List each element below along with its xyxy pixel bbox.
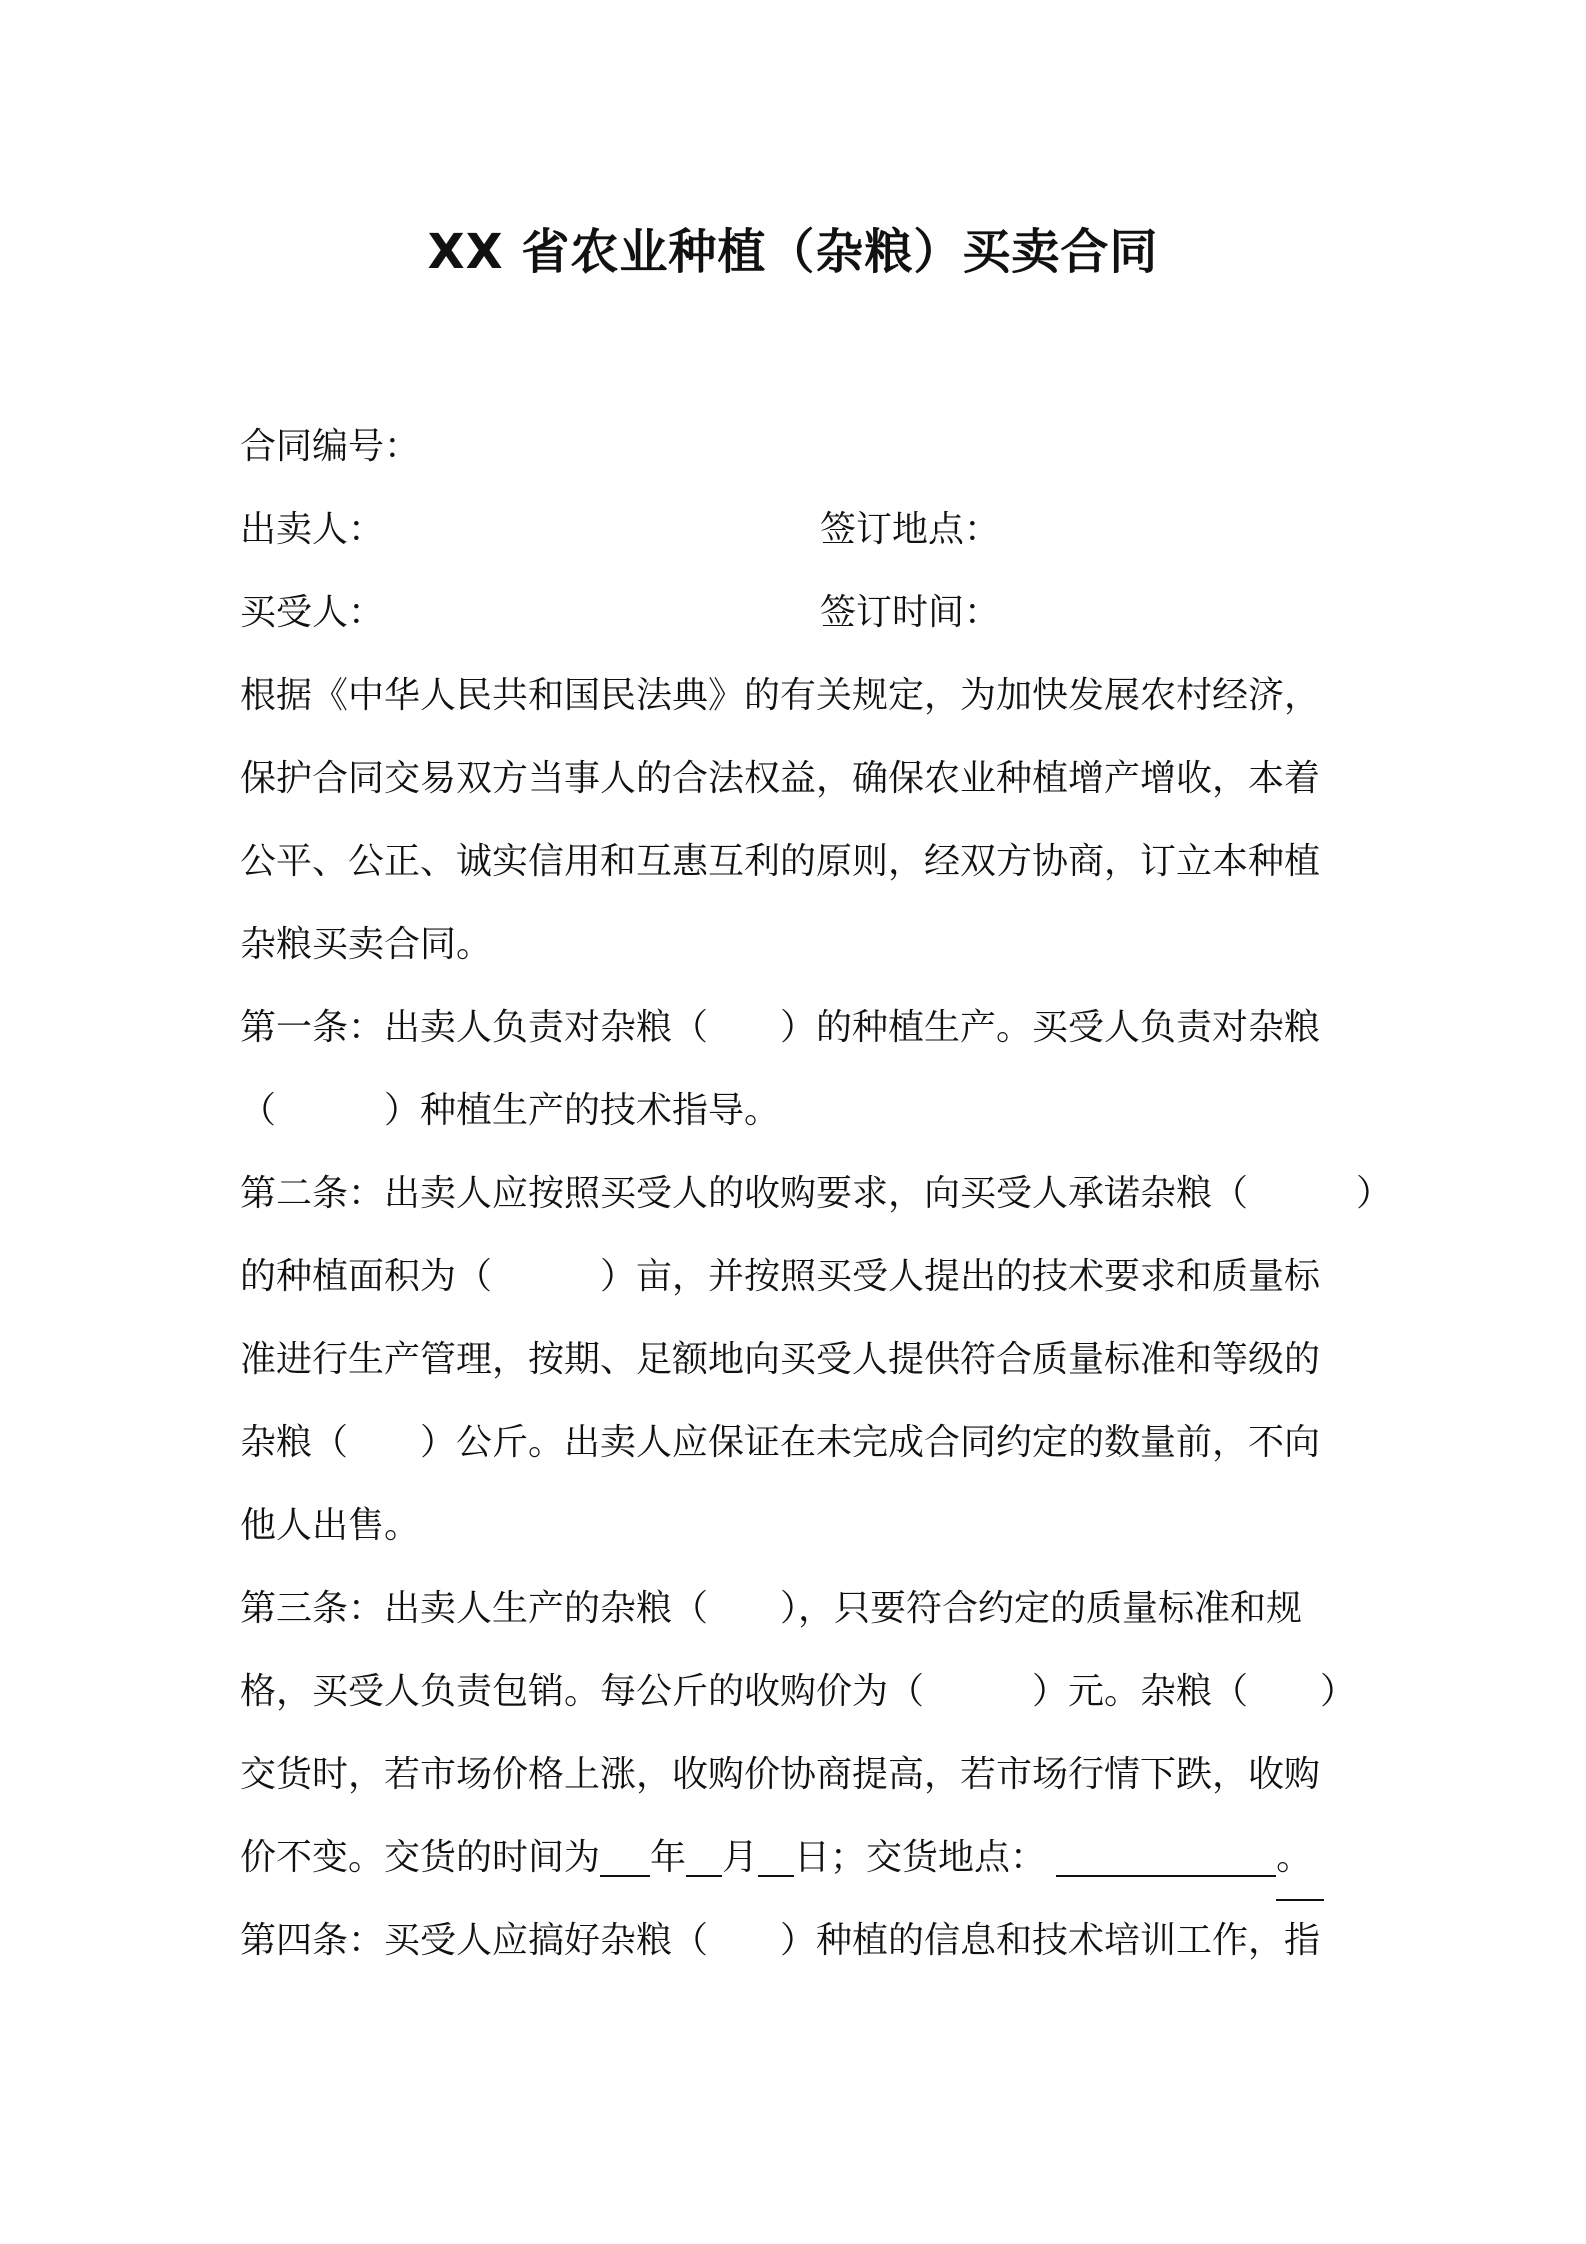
delivery-line bbox=[240, 1816, 1370, 1899]
day-label: 日；交货地点： bbox=[794, 1837, 1047, 1878]
year-blank bbox=[600, 1835, 650, 1877]
seller-field: 出卖人： bbox=[240, 509, 385, 550]
year-label: 年 bbox=[650, 1837, 687, 1878]
article-3-line: 第三条：出卖人生产的杂粮（ ），只要符合约定的质量标准和规 bbox=[240, 1588, 1303, 1629]
month-label: 月 bbox=[722, 1837, 759, 1878]
article-2-line: 的种植面积为（ ）亩，并按照买受人提出的技术要求和质量标 bbox=[240, 1256, 1321, 1297]
article-2-line: 准进行生产管理，按期、足额地向买受人提供符合质量标准和等级的 bbox=[240, 1339, 1321, 1380]
article-1-line: 第一条：出卖人负责对杂粮（ ）的种植生产。买受人负责对杂粮 bbox=[240, 1007, 1321, 1048]
delivery-prefix: 价不变。交货的时间为 bbox=[240, 1837, 601, 1878]
contract-number-field: 合同编号： bbox=[240, 426, 421, 467]
paragraph-line: 杂粮买卖合同。 bbox=[240, 924, 493, 965]
document-body bbox=[240, 405, 1393, 1982]
day-blank bbox=[758, 1835, 794, 1877]
sign-time-field: 签订时间： bbox=[820, 592, 1001, 633]
paragraph-line: 保护合同交易双方当事人的合法权益，确保农业种植增产增收，本着 bbox=[240, 758, 1321, 799]
delivery-place-blank bbox=[1056, 1835, 1276, 1877]
article-3-line: 格，买受人负责包销。每公斤的收购价为（ ）元。杂粮（ ） bbox=[240, 1671, 1357, 1712]
article-2-line: 他人出售。 bbox=[240, 1505, 421, 1546]
sign-place-field: 签订地点： bbox=[820, 509, 1001, 550]
document-title: XX 省农业种植（杂粮）买卖合同 bbox=[427, 224, 1159, 280]
paragraph-line: 公平、公正、诚实信用和互惠互利的原则，经双方协商，订立本种植 bbox=[240, 841, 1321, 882]
buyer-row bbox=[240, 571, 1370, 654]
paragraph-line: 根据《中华人民共和国民法典》的有关规定，为加快发展农村经济， bbox=[240, 675, 1321, 716]
article-4-line: 第四条：买受人应搞好杂粮（ ）种植的信息和技术培训工作，指 bbox=[240, 1920, 1321, 1961]
month-blank bbox=[686, 1835, 722, 1877]
article-2-line: 杂粮（ ）公斤。出卖人应保证在未完成合同约定的数量前，不向 bbox=[240, 1422, 1321, 1463]
article-1-line: （ ）种植生产的技术指导。 bbox=[240, 1090, 781, 1131]
seller-row bbox=[240, 488, 1370, 571]
article-3-line: 交货时，若市场价格上涨，收购价协商提高，若市场行情下跌，收购 bbox=[240, 1754, 1321, 1795]
buyer-field: 买受人： bbox=[240, 592, 385, 633]
period: 。 bbox=[1276, 1816, 1324, 1901]
article-2-line: 第二条：出卖人应按照买受人的收购要求，向买受人承诺杂粮（ ） bbox=[240, 1173, 1393, 1214]
